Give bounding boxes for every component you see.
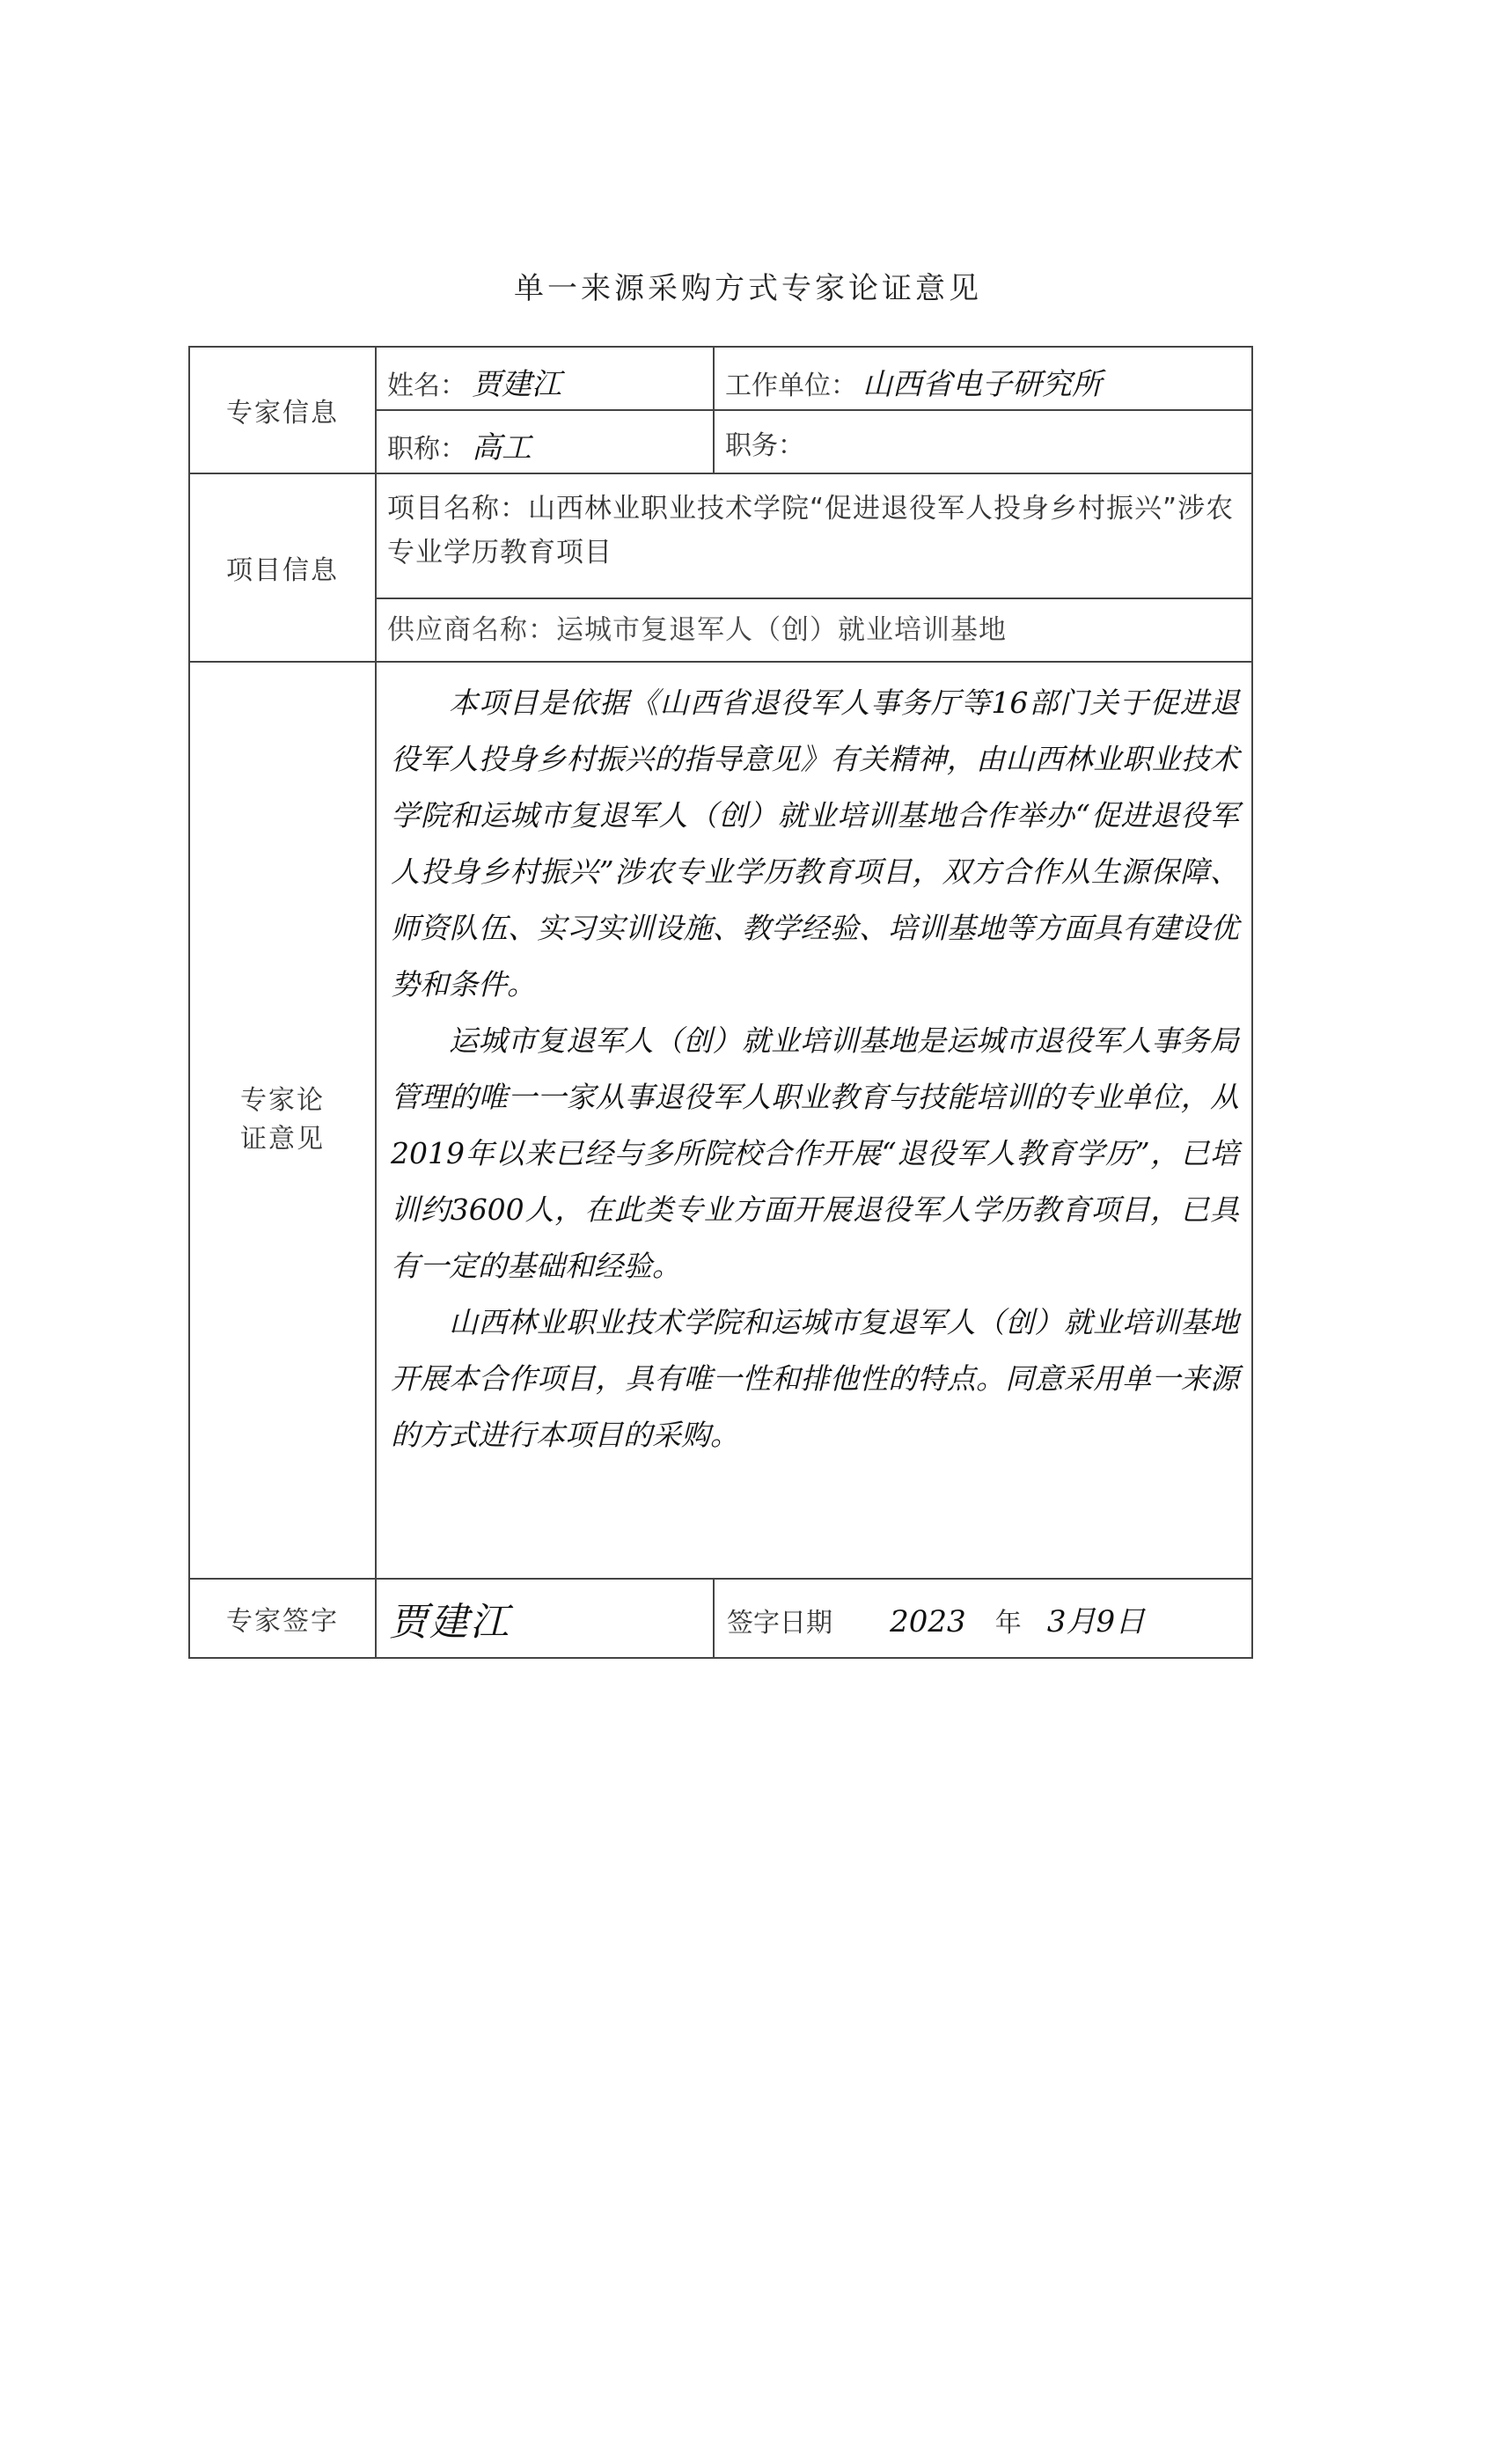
handwritten-signature: 贾建江 bbox=[389, 1600, 510, 1645]
signature-label: 专家签字 bbox=[189, 1579, 376, 1658]
name-value: 贾建江 bbox=[472, 367, 561, 402]
workplace-cell bbox=[714, 347, 1252, 410]
expert-info-label: 专家信息 bbox=[189, 347, 376, 473]
date-month-day: 3月9日 bbox=[1046, 1603, 1146, 1639]
opinion-label-cell bbox=[189, 662, 376, 1579]
document-title: 单一来源采购方式专家论证意见 bbox=[514, 271, 982, 306]
workplace-label: 工作单位： bbox=[725, 370, 857, 401]
supplier-name: 供应商名称：运城市复退军人（创）就业培训基地 bbox=[387, 614, 1007, 646]
opinion-text bbox=[377, 663, 1251, 1578]
opinion-paragraph-3: 山西林业职业技术学院和运城市复退军人（创）就业培训基地开展本合作项目，具有唯一性和排他性的特点。同意采用单一来源的方式进行本项目的采购。 bbox=[391, 1305, 1239, 1452]
opinion-label: 专家论证意见 bbox=[240, 1085, 325, 1155]
project-name: 项目名称：山西林业职业技术学院“促进退役军人投身乡村振兴”涉农专业学历教育项目 bbox=[387, 493, 1235, 568]
position-label: 职务： bbox=[725, 430, 804, 461]
title-value: 高工 bbox=[472, 430, 532, 466]
date-label: 签字日期 bbox=[727, 1607, 832, 1639]
supplier-cell bbox=[376, 598, 1252, 662]
opinion-paragraph-2: 运城市复退军人（创）就业培训基地是运城市退役军人事务局管理的唯一一家从事退役军人职业教育与技能培训的专业单位，从2019年以来已经与多所院校合作开展“退役军人教育学历”，已培训约3600人，在此类专业方面开展退役军人学历教育项目，已具有一定的基础和经验。 bbox=[391, 1023, 1239, 1283]
workplace-value: 山西省电子研究所 bbox=[862, 367, 1102, 402]
project-name-cell bbox=[376, 473, 1252, 598]
title-cell bbox=[376, 410, 714, 473]
name-label: 姓名： bbox=[387, 370, 466, 401]
opinion-cell bbox=[376, 662, 1252, 1579]
title-label: 职称： bbox=[387, 434, 466, 465]
date-cell bbox=[714, 1579, 1252, 1658]
name-cell bbox=[376, 347, 714, 410]
date-year: 2023 bbox=[890, 1603, 966, 1639]
signature-cell bbox=[376, 1579, 714, 1658]
expert-opinion-form bbox=[188, 346, 1253, 1659]
opinion-paragraph-1: 本项目是依据《山西省退役军人事务厅等16部门关于促进退役军人投身乡村振兴的指导意见》有关精神，由山西林业职业技术学院和运城市复退军人（创）就业培训基地合作举办“促进退役军人投身乡村振兴”涉农专业学历教育项目，双方合作从生源保障、师资队伍、实习实训设施、教学经验、培训基地等方面具有建设优势和条件。 bbox=[391, 686, 1239, 1001]
date-year-unit: 年 bbox=[994, 1607, 1022, 1639]
position-cell bbox=[714, 410, 1252, 473]
project-info-label: 项目信息 bbox=[189, 473, 376, 662]
